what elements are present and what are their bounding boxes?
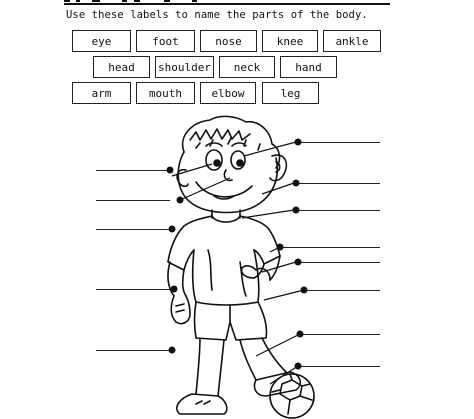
pointer-dot bbox=[293, 180, 300, 187]
pointer-dot bbox=[171, 286, 178, 293]
label-head[interactable]: head bbox=[93, 56, 150, 78]
answer-line-left-1[interactable] bbox=[96, 170, 170, 171]
label-elbow[interactable]: elbow bbox=[200, 82, 256, 104]
answer-line-right-3[interactable] bbox=[296, 210, 380, 211]
pointer-dot bbox=[177, 197, 184, 204]
instruction-text: Use these labels to name the parts of the body. bbox=[66, 9, 368, 21]
answer-line-left-2[interactable] bbox=[96, 200, 170, 201]
label-ankle[interactable]: ankle bbox=[323, 30, 381, 52]
pointer-dot bbox=[295, 363, 302, 370]
answer-line-right-7[interactable] bbox=[300, 334, 380, 335]
label-nose[interactable]: nose bbox=[200, 30, 257, 52]
label-shoulder[interactable]: shoulder bbox=[155, 56, 214, 78]
label-hand[interactable]: hand bbox=[280, 56, 337, 78]
answer-line-left-5[interactable] bbox=[96, 350, 172, 351]
answer-line-left-4[interactable] bbox=[96, 289, 172, 290]
pointer-dot bbox=[297, 331, 304, 338]
pointer-dot bbox=[301, 287, 308, 294]
pointer-dot bbox=[293, 207, 300, 214]
answer-line-right-6[interactable] bbox=[304, 290, 380, 291]
label-arm[interactable]: arm bbox=[72, 82, 131, 104]
label-neck[interactable]: neck bbox=[219, 56, 275, 78]
pointer-dot bbox=[295, 139, 302, 146]
label-leg[interactable]: leg bbox=[262, 82, 319, 104]
answer-line-right-8[interactable] bbox=[298, 366, 380, 367]
label-mouth[interactable]: mouth bbox=[136, 82, 195, 104]
answer-line-right-2[interactable] bbox=[296, 183, 380, 184]
pointer-dot bbox=[295, 259, 302, 266]
pointer-dot bbox=[169, 347, 176, 354]
answer-line-right-1[interactable] bbox=[298, 142, 380, 143]
pointer-dot bbox=[277, 244, 284, 251]
answer-line-right-5[interactable] bbox=[298, 262, 380, 263]
answer-line-right-4[interactable] bbox=[280, 247, 380, 248]
label-eye[interactable]: eye bbox=[72, 30, 131, 52]
pointer-dot bbox=[167, 167, 174, 174]
pointer-dot bbox=[169, 226, 176, 233]
label-foot[interactable]: foot bbox=[136, 30, 195, 52]
label-knee[interactable]: knee bbox=[262, 30, 318, 52]
answer-line-left-3[interactable] bbox=[96, 229, 172, 230]
